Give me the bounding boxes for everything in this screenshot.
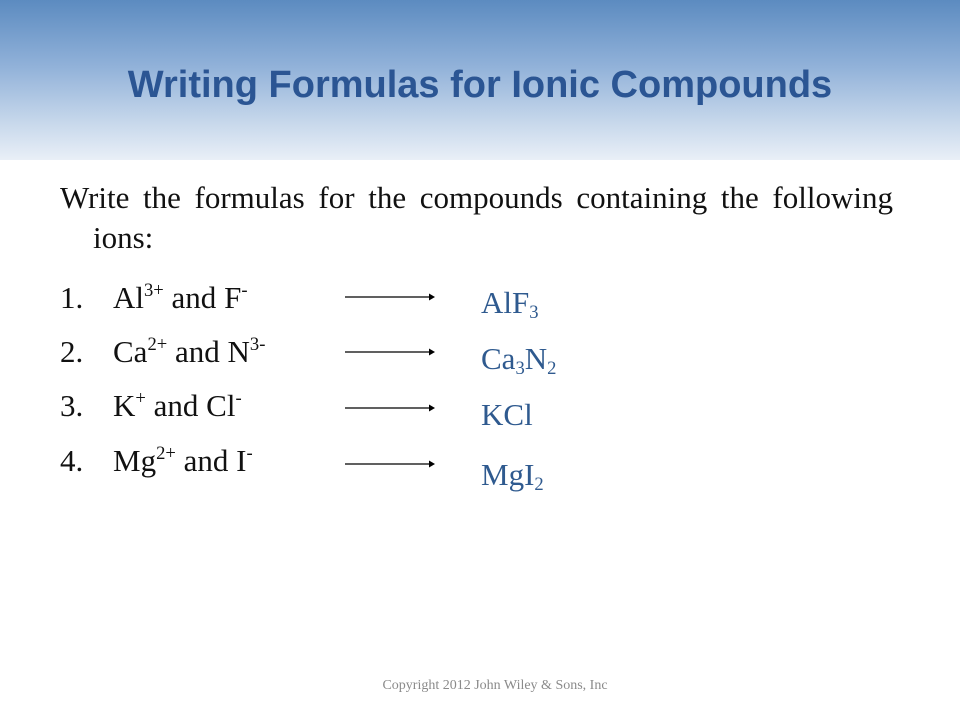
cation: Mg [113, 443, 157, 478]
answer-formula-4 [481, 455, 544, 500]
item-number: 3. [60, 388, 84, 423]
answer-formula-2 [481, 339, 556, 384]
ion-pair-item-1 [60, 278, 248, 318]
anion: F [224, 280, 242, 315]
cation-charge: 3+ [144, 280, 164, 302]
cation: Al [113, 280, 144, 315]
anion-charge: - [241, 280, 248, 302]
anion: Cl [206, 388, 236, 423]
cation-charge: 2+ [147, 334, 168, 356]
formula-subscript: 3 [529, 302, 539, 324]
slide-title: Writing Formulas for Ionic Compounds [127, 64, 833, 106]
conjunction: and [163, 280, 225, 315]
answer-formula-3 [481, 395, 533, 435]
anion: N [227, 334, 250, 369]
instructions-text: Write the formulas for the compounds containing the following ions: [60, 180, 893, 255]
ion-pair-item-4 [60, 441, 253, 481]
cation-charge: 2+ [156, 443, 176, 465]
conjunction: and [145, 388, 207, 423]
conjunction: and [167, 334, 228, 369]
anion-charge: - [246, 443, 253, 465]
ion-pair-item-2 [60, 332, 265, 372]
formula-subscript: 2 [534, 474, 544, 496]
formula-subscript: 3 [515, 358, 525, 380]
arrow-icon [345, 346, 435, 358]
formula-symbol: N [524, 341, 548, 376]
formula-symbol: Ca [481, 341, 516, 376]
formula-symbol: AlF [481, 285, 530, 320]
arrow-icon [345, 458, 435, 470]
item-number: 1. [60, 280, 84, 315]
cation: Ca [113, 334, 148, 369]
anion: I [236, 443, 247, 478]
formula-subscript: 2 [547, 358, 557, 380]
anion-charge: - [235, 388, 242, 410]
formula-symbol: KCl [481, 397, 533, 432]
cation-charge: + [135, 388, 146, 410]
ion-pair-item-3 [60, 386, 242, 426]
item-number: 2. [60, 334, 84, 369]
conjunction: and [175, 443, 237, 478]
formula-symbol: MgI [481, 457, 535, 492]
copyright-footer: Copyright 2012 John Wiley & Sons, Inc [382, 678, 608, 693]
arrow-icon [345, 291, 435, 303]
item-number: 4. [60, 443, 84, 478]
arrow-icon [345, 402, 435, 414]
cation: K [113, 388, 136, 423]
anion-charge: 3- [249, 334, 266, 356]
answer-formula-1 [481, 283, 539, 328]
